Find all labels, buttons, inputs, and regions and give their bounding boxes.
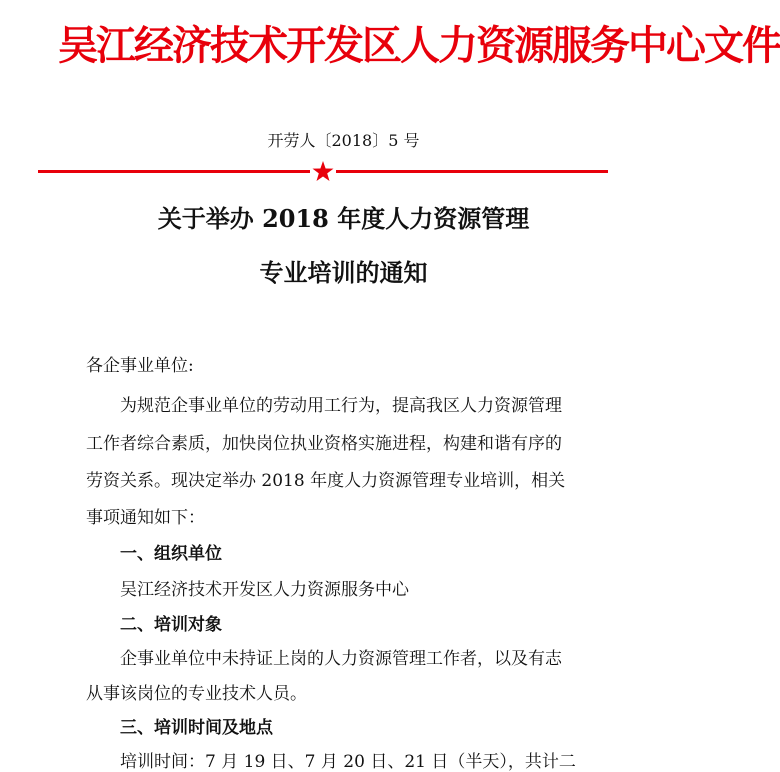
intro-line: 为规范企事业单位的劳动用工行为，提高我区人力资源管理 xyxy=(120,396,562,416)
divider-line-right xyxy=(336,170,608,173)
star-icon xyxy=(313,161,334,181)
divider-line-left xyxy=(38,170,310,173)
section-heading-time-place: 三、培训时间及地点 xyxy=(120,718,273,738)
document-number: 开劳人〔2018〕5 号 xyxy=(267,131,420,150)
section-text: 企事业单位中未持证上岗的人力资源管理工作者，以及有志 xyxy=(120,649,562,669)
notice-title-line-1: 关于举办 2018 年度人力资源管理 xyxy=(157,204,530,233)
salutation: 各企事业单位: xyxy=(86,356,194,376)
section-text: 从事该岗位的专业技术人员。 xyxy=(86,684,307,704)
intro-line: 工作者综合素质，加快岗位执业资格实施进程，构建和谐有序的 xyxy=(86,434,562,454)
intro-line: 劳资关系。现决定举办 2018 年度人力资源管理专业培训，相关 xyxy=(86,471,566,491)
issuer-masthead: 吴江经济技术开发区人力资源服务中心文件 xyxy=(58,23,780,69)
notice-title-line-2: 专业培训的通知 xyxy=(259,258,428,287)
section-heading-audience: 二、培训对象 xyxy=(120,615,222,635)
intro-line: 事项通知如下： xyxy=(86,508,205,528)
section-heading-organizer: 一、组织单位 xyxy=(120,544,222,564)
section-text: 吴江经济技术开发区人力资源服务中心 xyxy=(120,580,409,600)
section-text: 培训时间：7 月 19 日、7 月 20 日、21 日（半天），共计二 xyxy=(120,752,576,772)
red-divider xyxy=(38,160,608,180)
